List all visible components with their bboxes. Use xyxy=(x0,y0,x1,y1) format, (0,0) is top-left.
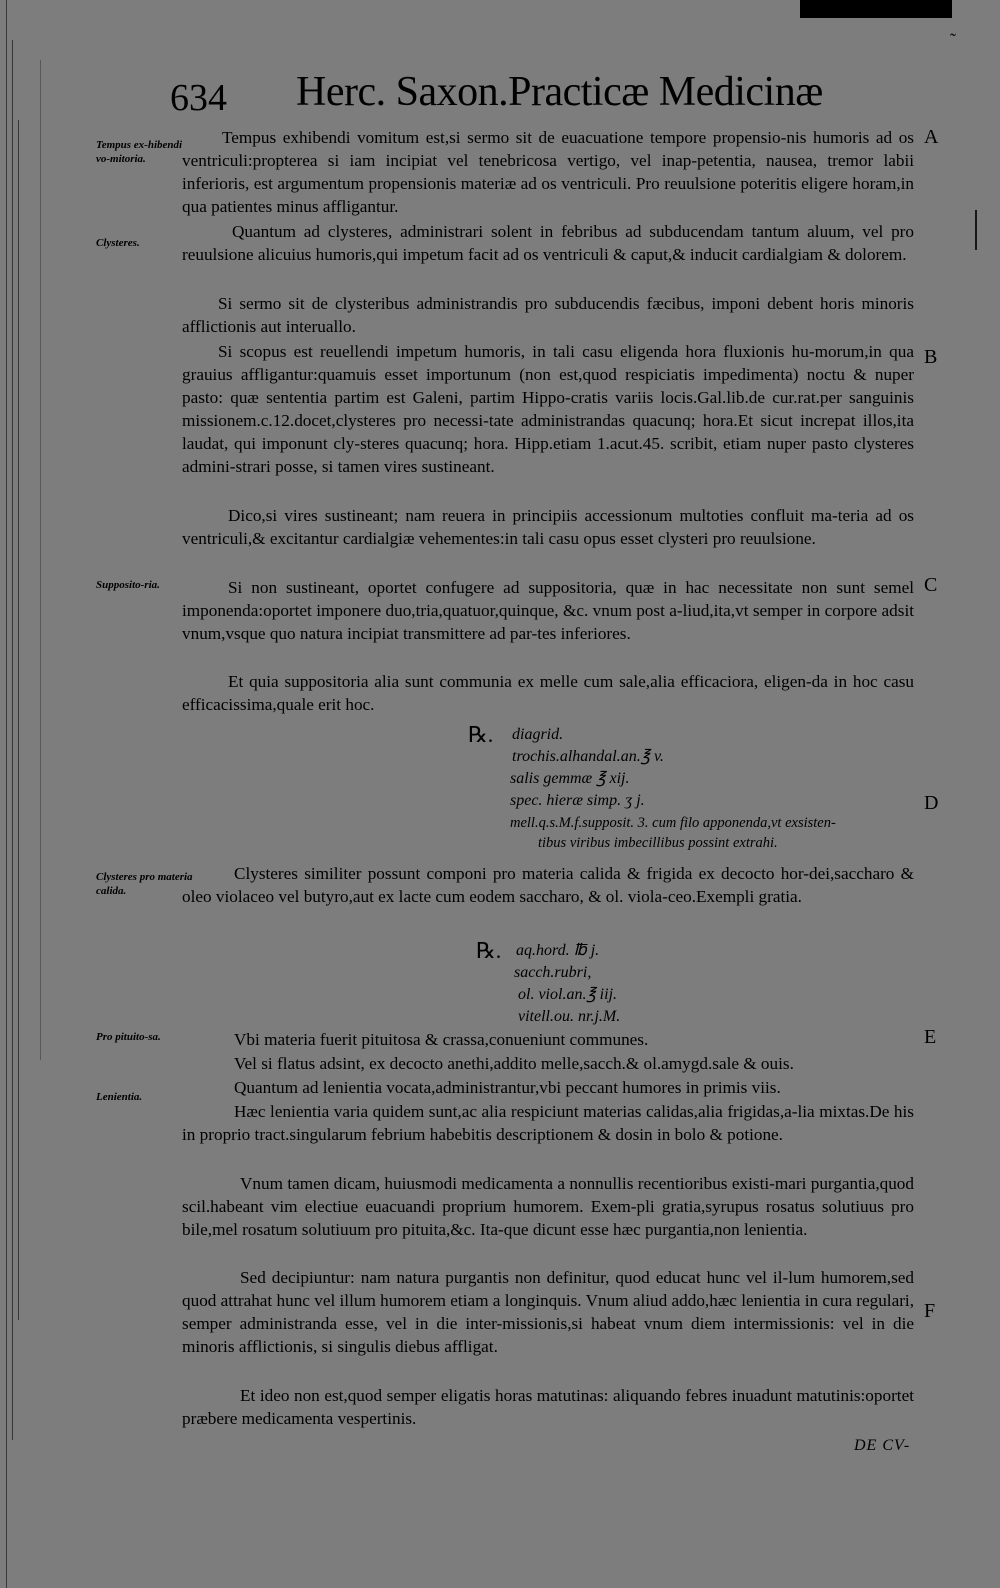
scan-artifact-bar xyxy=(800,0,952,18)
recipe-symbol: ℞. xyxy=(468,722,494,747)
page-edge-line xyxy=(6,0,7,1588)
paragraph: Et quia suppositoria alia sunt communia ex melle cum sale,alia efficaciora, eligen-da in hoc casu efficacissima,quale erit hoc. xyxy=(182,672,914,714)
section-letter: E xyxy=(924,1026,937,1048)
recipe-line: spec. hieræ simp. ʒ j. xyxy=(510,792,645,809)
paragraph: Si non sustineant, oportet confugere ad suppositoria, quæ in hac necessitate non sunt semel imponenda:oportet imponere duo,tria,quatuor,quinque, &c. vnum post a-liud,ita,vt semper in corpore adsit vnum,vsque quo natura incipiat transmittere ad par-tes inferiores. xyxy=(182,578,914,643)
paragraph: Si scopus est reuellendi impetum humoris, in tali casu eligenda hora fluxionis hu-morum,in qua grauius affligantur:quamuis esset importunum (non est,quod respiciatis impedimenta) noctu & nuper pasto: quæ sententia partim est Galeni, partim Hippo-cratis variis locis.Gal.lib.de cur.rat.per sanguinis missionem.c.12.docet,clysteres pro necessi-tate administrandas quacunq; hora.Et sicut increpat illos,ita laudat, qui imponunt cly-steres quacunq; hora. Hipp.etiam 1.acut.45. scribit, etiam nuper pasto clysteres admini-strari posse, si tamen vires sustineant. xyxy=(182,342,914,476)
recipe-line: ol. viol.an.℥ iij. xyxy=(518,986,618,1003)
paragraph: Dico,si vires sustineant; nam reuera in principiis accessionum multoties confluit ma-teria ad os ventriculi,& excitantur cardialgiæ vehementes:in tali casu opus esset clysteri pro reuulsione. xyxy=(182,506,914,548)
recipe-line: trochis.alhandal.an.℥ v. xyxy=(512,748,664,765)
paragraph: Et ideo non est,quod semper eligatis horas matutinas: aliquando febres inuadunt matutinis:oportet præbere medicamenta vespertinis. xyxy=(182,1386,914,1428)
section-letter: D xyxy=(924,792,939,814)
paragraph: Vnum tamen dicam, huiusmodi medicamenta a nonnullis recentioribus existi-mari purgantia,quod scil.habeant vim electiue euacuandi proprium humorem. Exem-pli gratia,syrupus rosatus solutiuus pro bile,mel rosatum solutiuum pro pituita,&c. Ita-que dicunt esse hæc purgantia,non lenientia. xyxy=(182,1174,914,1239)
page-edge-line xyxy=(18,120,19,1320)
paragraph: Sed decipiuntur: nam natura purgantis non definitur, quod educat hunc vel il-lum humorem,sed quod attrahat hunc vel illum humorem etiam a longinquis. Vnum aliud addo,hæc lenientia in cura regulari, semper administranda esse, vel in die inter-missionis,si habeat vnum diem intermissionis: vel in die minoris afflictionis, si singulis diebus affligat. xyxy=(182,1268,914,1356)
section-letter: C xyxy=(924,574,938,596)
section-letter: B xyxy=(924,346,938,368)
margin-note: Lenientia. xyxy=(96,1091,143,1103)
paragraph: Hæc lenientia varia quidem sunt,ac alia respiciunt materias calidas,alia frigidas,a-lia mixtas.De his in proprio tract.singularum febrium habebitis descriptionem & dosin in bolo & potione. xyxy=(182,1102,914,1144)
page-edge-line xyxy=(975,210,977,250)
recipe-line: sacch.rubri, xyxy=(514,964,592,981)
paragraph: Tempus exhibendi vomitum est,si sermo sit de euacuatione tempore propensio-nis humoris ad os ventriculi:propterea si iam incipiat vel tenebricosa vertigo, vel inap-petentia, nausea, tremor labii inferioris, est argumentum propensionis materiæ ad os ventriculi. Pro reuulsione poteritis eligere horam,in qua patientes minus affligantur. xyxy=(182,128,914,216)
page-edge-line xyxy=(40,60,41,1060)
margin-note: Pro pituito-sa. xyxy=(96,1031,161,1043)
paragraph: Si sermo sit de clysteribus administrandis pro subducendis fæcibus, imponi debent horis minoris afflictionis aut interuallo. xyxy=(182,294,914,336)
margin-note: Clysteres pro materia calida. xyxy=(96,871,193,897)
page-number: 634 xyxy=(170,77,227,119)
recipe-line: vitell.ou. nr.j.M. xyxy=(518,1008,621,1025)
paragraph: Vbi materia fuerit pituitosa & crassa,conueniunt communes. xyxy=(234,1030,649,1049)
recipe-line: mell.q.s.M.f.supposit. 3. cum filo apponenda,vt exsisten- xyxy=(510,815,836,831)
catchword: DE CV- xyxy=(854,1437,911,1454)
running-head: Herc. Saxon.Practicæ Medicinæ xyxy=(296,69,823,115)
section-letter: F xyxy=(924,1300,936,1322)
page-edge-line xyxy=(12,40,13,1440)
section-letter: A xyxy=(924,126,939,148)
recipe-line: tibus viribus imbecillibus possint extrahi. xyxy=(538,835,778,851)
corner-mark: ˜ xyxy=(950,30,956,50)
paragraph: Quantum ad lenientia vocata,administrantur,vbi peccant humores in primis viis. xyxy=(234,1078,781,1097)
recipe-symbol: ℞. xyxy=(476,938,502,963)
paragraph: Quantum ad clysteres, administrari solent in febribus ad subducendam tantum aluum, vel pro reuulsione alicuius humoris,qui impetum facit ad os ventriculi & caput,& inducit cardialgiam & dolorem. xyxy=(182,222,914,264)
recipe-line: salis gemmæ ℥ xij. xyxy=(510,770,630,787)
margin-note: Tempus ex-hibendi vo-mitoria. xyxy=(96,139,183,165)
paragraph: Clysteres similiter possunt componi pro materia calida & frigida ex decocto hor-dei,saccharo & oleo violaceo vel butyro,aut ex lacte cum eodem saccharo, & ol. viola-ceo.Exempli gratia. xyxy=(182,864,914,906)
paragraph: Vel si flatus adsint, ex decocto anethi,addito melle,sacch.& ol.amygd.sale & ouis. xyxy=(234,1054,794,1073)
margin-note: Supposito-ria. xyxy=(96,579,160,591)
recipe-line: aq.hord. ℔ j. xyxy=(516,942,600,959)
recipe-line: diagrid. xyxy=(512,726,564,743)
margin-note: Clysteres. xyxy=(96,237,140,249)
